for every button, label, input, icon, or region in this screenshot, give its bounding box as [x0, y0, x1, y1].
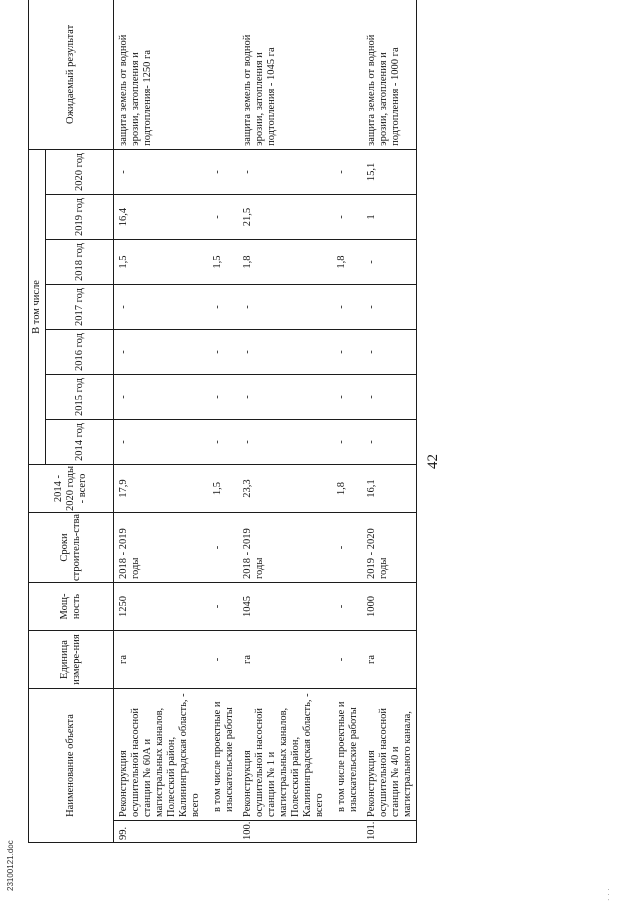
- row-number: 100.: [238, 821, 328, 843]
- year-cell: 1,8: [328, 240, 362, 285]
- unit-cell: га: [114, 631, 205, 689]
- total-cell: 17,9: [114, 465, 205, 513]
- header-year: 2015 год: [46, 375, 114, 420]
- header-terms: Сроки строитель-ства: [29, 513, 114, 583]
- table-row: [238, 0, 328, 843]
- capacity-cell: 1250: [114, 583, 205, 631]
- file-name: 23100121.doc: [6, 840, 15, 891]
- object-name: в том числе проектные и изыскательские работы: [204, 689, 238, 821]
- year-cell: -: [238, 285, 328, 330]
- year-cell: -: [328, 375, 362, 420]
- year-cell: -: [238, 330, 328, 375]
- year-cell: -: [328, 285, 362, 330]
- page-number: 42: [425, 454, 441, 469]
- unit-cell: га: [238, 631, 328, 689]
- row-number: [204, 821, 238, 843]
- unit-cell: -: [204, 631, 238, 689]
- capacity-cell: 1000: [362, 583, 417, 631]
- corner-marks: . . .: [602, 888, 611, 901]
- investment-table: [28, 0, 417, 843]
- year-cell: -: [328, 195, 362, 240]
- year-cell: -: [362, 285, 417, 330]
- year-cell: 1: [362, 195, 417, 240]
- result-cell: защита земель от водной эрозии, затопления и подтопления - 1045 га: [238, 0, 328, 149]
- unit-cell: га: [362, 631, 417, 689]
- year-cell: 1,8: [238, 240, 328, 285]
- total-cell: 16,1: [362, 465, 417, 513]
- year-cell: -: [114, 330, 205, 375]
- object-name: в том числе проектные и изыскательские работы: [328, 689, 362, 821]
- row-number: [328, 821, 362, 843]
- header-year: 2019 год: [46, 195, 114, 240]
- table-row: [362, 0, 417, 843]
- year-cell: -: [204, 420, 238, 465]
- header-result: Ожидаемый результат: [29, 0, 114, 149]
- year-cell: -: [328, 149, 362, 194]
- year-cell: -: [204, 330, 238, 375]
- year-cell: -: [238, 149, 328, 194]
- year-cell: -: [362, 330, 417, 375]
- year-cell: -: [114, 149, 205, 194]
- result-cell: защита земель от водной эрозии, затопления и подтопления- 1250 га: [114, 0, 205, 149]
- year-cell: -: [204, 285, 238, 330]
- header-in-that: В том числе: [29, 149, 46, 464]
- row-number: 101.: [362, 821, 417, 843]
- header-year: 2020 год: [46, 149, 114, 194]
- terms-cell: 2018 - 2019 годы: [114, 513, 205, 583]
- year-cell: -: [238, 420, 328, 465]
- year-cell: -: [204, 375, 238, 420]
- year-cell: -: [328, 330, 362, 375]
- header-total: 2014 - 2020 годы - всего: [29, 465, 114, 513]
- terms-cell: 2018 - 2019 годы: [238, 513, 328, 583]
- result-cell: [204, 0, 238, 149]
- year-cell: -: [238, 375, 328, 420]
- total-cell: 1,5: [204, 465, 238, 513]
- year-cell: -: [114, 420, 205, 465]
- result-cell: [328, 0, 362, 149]
- year-cell: -: [362, 240, 417, 285]
- year-cell: 15,1: [362, 149, 417, 194]
- header-year: 2016 год: [46, 330, 114, 375]
- terms-cell: -: [204, 513, 238, 583]
- terms-cell: -: [328, 513, 362, 583]
- year-cell: -: [362, 375, 417, 420]
- year-cell: 16,4: [114, 195, 205, 240]
- capacity-cell: -: [328, 583, 362, 631]
- year-cell: -: [204, 195, 238, 240]
- total-cell: 1,8: [328, 465, 362, 513]
- year-cell: 1,5: [114, 240, 205, 285]
- terms-cell: 2019 - 2020 годы: [362, 513, 417, 583]
- result-cell: защита земель от водной эрозии, затопления и подтопления - 1000 га: [362, 0, 417, 149]
- year-cell: 21,5: [238, 195, 328, 240]
- object-name: Реконструкция осушительной насосной станции № 40 и магистрального канала,: [362, 689, 417, 821]
- capacity-cell: 1045: [238, 583, 328, 631]
- object-name: Реконструкция осушительной насосной станции № 1 и магистральных каналов, Полесский район, Калининградская область, - всего: [238, 689, 328, 821]
- year-cell: 1,5: [204, 240, 238, 285]
- year-cell: -: [328, 420, 362, 465]
- table-row: [204, 0, 238, 843]
- year-cell: -: [114, 285, 205, 330]
- row-number: 99.: [114, 821, 205, 843]
- capacity-cell: -: [204, 583, 238, 631]
- header-year: 2017 год: [46, 285, 114, 330]
- year-cell: -: [114, 375, 205, 420]
- header-name: Наименование объекта: [29, 689, 114, 843]
- unit-cell: -: [328, 631, 362, 689]
- object-name: Реконструкция осушительной насосной станции № 60А и магистральных каналов, Полесский район, Калининградская область, - всего: [114, 689, 205, 821]
- header-year: 2014 год: [46, 420, 114, 465]
- header-unit: Единица измере-ния: [29, 631, 114, 689]
- header-year: 2018 год: [46, 240, 114, 285]
- year-cell: -: [204, 149, 238, 194]
- table-row: [114, 0, 205, 843]
- year-cell: -: [362, 420, 417, 465]
- table-row: [328, 0, 362, 843]
- header-capacity: Мощ-ность: [29, 583, 114, 631]
- total-cell: 23,3: [238, 465, 328, 513]
